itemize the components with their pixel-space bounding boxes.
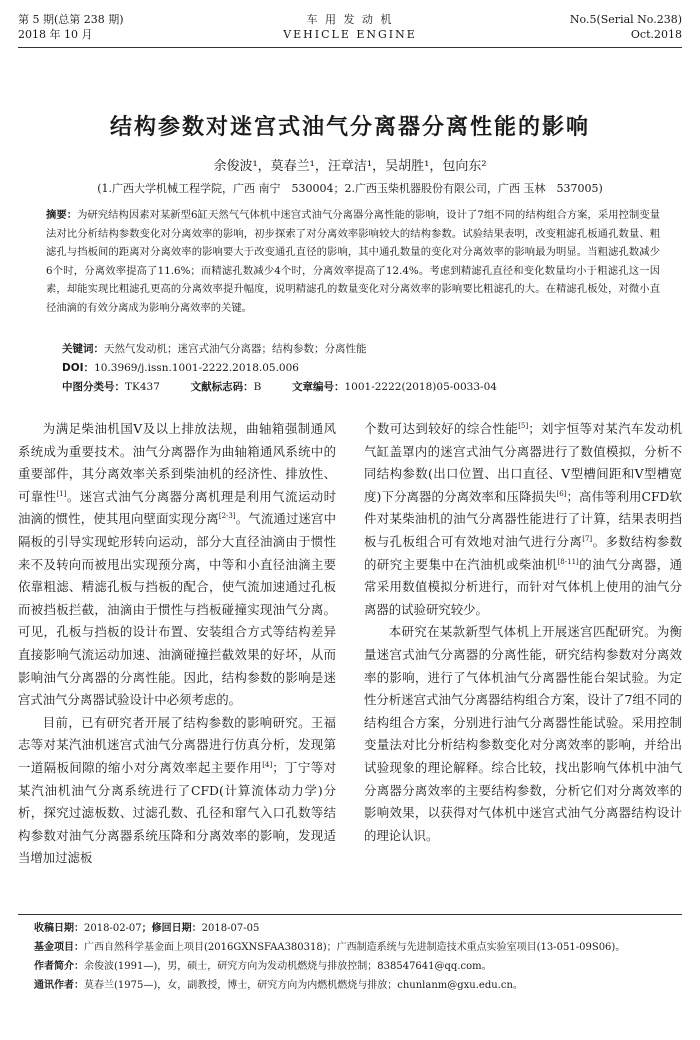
abstract <box>46 206 660 318</box>
body-column-right <box>364 418 682 847</box>
doi-text: 10.3969/j.issn.1001-2222.2018.05.006 <box>94 362 299 374</box>
doi-label: DOI： <box>62 362 95 374</box>
clc-label: 中图分类号： <box>62 381 125 393</box>
affiliations: (1.广西大学机械工程学院，广西 南宁 530004；2.广西玉柴机器股份有限公司，广西 玉林 537005) <box>97 182 603 195</box>
issue-number: 第 5 期(总第 238 期) <box>18 13 124 26</box>
keywords-label: 关键词： <box>62 343 104 355</box>
paragraph: 目前，已有研究者开展了结构参数的影响研究。王福志等对某汽油机迷宫式油气分离器进行仿真分析，发现第一道隔板间隙的缩小对分离效率起主要作用[4]；丁宁等对某汽油机油气分离系统进行了CFD(计算流体动力学)分析，探究过滤板数、过滤孔数、孔径和窜气入口孔数等结构参数对油气分离器系统压降和分离效率的影响，发现适当增加过滤板 <box>18 714 337 866</box>
article-id-label: 文章编号： <box>291 381 345 393</box>
doi <box>62 361 299 376</box>
doc-code-label: 文献标志码： <box>190 381 254 393</box>
paragraph: 个数可达到较好的综合性能[5]；刘宇恒等对某汽车发动机气缸盖罩内的迷宫式油气分离器进行了数值模拟，分析不同结构参数(出口位置、出口直径、V型槽间距和V型槽宽度)下分离器的分离效率和压降损失[6]；高伟等利用CFD软件对某柴油机的油气分离器性能进行了计算，结果表明挡板与孔板组合可有效地对油气进行分离[7]。多数结构参数的研究主要集中在汽油机或柴油机[8-11]的油气分离器，通常采用数值模拟分析进行，而针对气体机上使用的油气分离器的试验研究较少。 <box>364 421 683 617</box>
article-id: 1001-2222(2018)05-0033-04 <box>344 381 497 393</box>
journal-name-en: VEHICLE ENGINE <box>283 28 417 41</box>
issue-number-en: No.5(Serial No.238) <box>569 13 682 26</box>
running-header-right <box>570 12 682 42</box>
body-column-left <box>18 418 336 870</box>
keywords-text: 天然气发动机；迷宫式油气分离器；结构参数；分离性能 <box>104 343 367 355</box>
footnote-dates: 收稿日期：2018-02-07；修回日期：2018-07-05 <box>34 923 260 934</box>
footnote-author: 作者简介：余俊波(1991—)，男，硕士，研究方向为发动机燃烧与排放控制；838547641@qq.com。 <box>34 961 492 972</box>
issue-date: 2018 年 10 月 <box>18 28 93 41</box>
paragraph: 本研究在某款新型气体机上开展迷宫匹配研究。为衡量迷宫式油气分离器的分离性能，研究结构参数对分离效率的影响，进行了气体机油气分离器性能台架试验。为定性分析迷宫式油气分离器结构组合方案，设计了7组不同的结构组合方案，分别进行油气分离器性能试验。采用控制变量法对比分析结构参数变化对分离效率的影响，并给出试验现象的理论解释。综合比较，找出影响气体机中油气分离器分离效率的主要结构参数，分析它们对分离效率的影响效果，以获得对气体机中迷宫式油气分离器结构设计的理论认识。 <box>364 624 682 843</box>
keywords <box>62 342 367 357</box>
footnote-fund: 基金项目：广西自然科学基金面上项目(2016GXNSFAA380318)；广西制造系统与先进制造技术重点实验室项目(13-051-09S06)。 <box>34 942 626 953</box>
issue-date-en: Oct.2018 <box>630 28 682 41</box>
footnote-divider <box>18 914 682 915</box>
classification-line <box>62 380 497 395</box>
paragraph: 为满足柴油机国Ⅴ及以上排放法规，曲轴箱强制通风系统成为重要技术。油气分离器作为曲轴箱通风系统中的重要部件，其分离效率关系到柴油机的经济性、排放性、可靠性[1]。迷宫式油气分离器分离机理是利用气流运动时油滴的惯性，使其甩向壁面实现分离[2-3]。气流通过迷宫中隔板的引导实现蛇形转向运动，部分大直径油滴由于惯性来不及转向而被甩出实现预分离，中等和小直径油滴主要依靠粗滤、精滤孔板与挡板的配合，使气流加速通过孔板而被挡板拦截，油滴由于惯性与挡板碰撞实现油气分离。可见，孔板与挡板的设计布置、安装组合方式等结构差异直接影响气流运动加速、油滴碰撞拦截效果的好坏，从而影响油气分离器的分离性能。因此，结构参数的影响是迷宫式油气分离器试验设计中必须考虑的。 <box>18 421 337 708</box>
abstract-text: 为研究结构因素对某新型6缸天然气气体机中迷宫式油气分离器分离性能的影响，设计了7组不同的结构组合方案，采用控制变量法对比分析结构参数变化对分离效率的影响，初步探索了对分离效率影响较大的结构参数。试验结果表明，改变粗滤孔板通孔数量、粗滤孔与挡板间的距离对分离效率的影响要大于改变通孔直径的影响，其中通孔数量的变化对分离效率的影响最为明显。当粗滤孔数减少6个时，分离效率提高了11.6%；而精滤孔数减少4个时，分离效率提高了12.4%。考虑到精滤孔直径和变化数量均小于粗滤孔这一因素，却能实现比粗滤孔更高的分离效率提升幅度，说明精滤孔的数量变化对分离效率的影响要比粗滤孔的大。在精滤孔板处，对微小直径油滴的有效分离成为影响分离效率的关键。 <box>46 209 660 314</box>
header-divider <box>18 47 682 48</box>
journal-name-cn: 车 用 发 动 机 <box>306 13 394 26</box>
clc-code: TK437 <box>125 381 160 393</box>
paper-title: 结构参数对迷宫式油气分离器分离性能的影响 <box>109 115 590 140</box>
footnote-corresponding: 通讯作者：莫春兰(1975—)，女，副教授，博士，研究方向为内燃机燃烧与排放；chunlanm@gxu.edu.cn。 <box>34 980 523 991</box>
doc-code: B <box>253 381 262 393</box>
abstract-label: 摘要： <box>46 209 78 221</box>
author-list: 余俊波¹，莫春兰¹，汪章洁¹，吴胡胜¹，包向东² <box>213 159 487 174</box>
